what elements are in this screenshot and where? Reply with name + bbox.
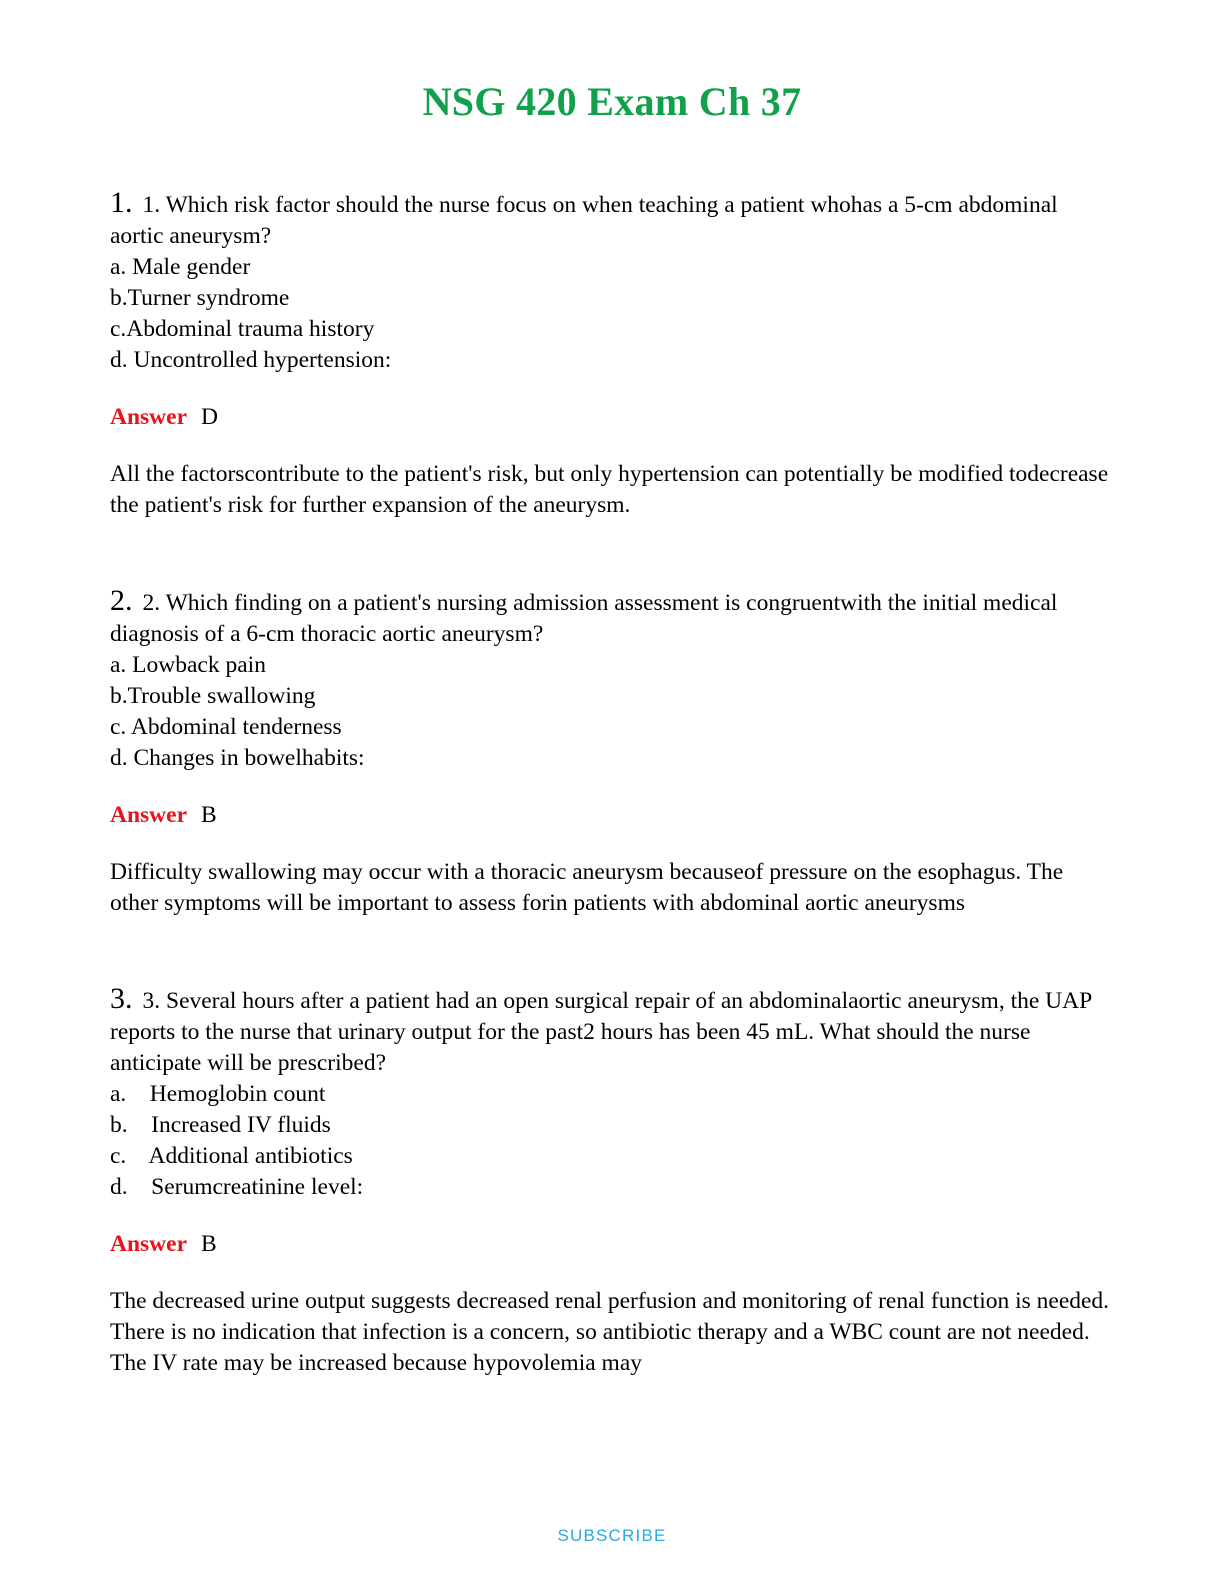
- page-title: NSG 420 Exam Ch 37: [422, 79, 802, 124]
- answer-row: [110, 1229, 1114, 1260]
- list-item: d. Uncontrolled hypertension:: [110, 347, 392, 373]
- list-item: c. Additional antibiotics: [110, 1143, 353, 1169]
- answer-label: Answer: [110, 1231, 188, 1257]
- question-line: [110, 983, 1114, 1079]
- answer-value: B: [201, 1231, 217, 1257]
- question-number: 3.: [110, 982, 133, 1015]
- question-line: [110, 585, 1114, 650]
- subscribe-link[interactable]: SUBSCRIBE: [557, 1526, 667, 1545]
- question-number: 2.: [110, 584, 133, 617]
- list-item: a. Male gender: [110, 254, 251, 280]
- list-item: b.Trouble swallowing: [110, 683, 316, 709]
- choice-list: [110, 650, 1114, 774]
- list-item: b. Increased IV fluids: [110, 1112, 331, 1138]
- section-gap: [110, 539, 1114, 585]
- question-block: [110, 187, 1114, 521]
- list-item: b.Turner syndrome: [110, 285, 290, 311]
- rationale-text: The decreased urine output suggests decreased renal perfusion and monitoring of renal function is needed. There is no indication that infection is a concern, so antibiotic therapy and a WBC count are not needed. The IV rate may be increased because hypovolemia may: [110, 1288, 1110, 1376]
- rationale-text: All the factorscontribute to the patient's risk, but only hypertension can potentially be modified todecrease the patient's risk for further expansion of the aneurysm.: [110, 461, 1109, 518]
- choice-list: [110, 252, 1114, 376]
- answer-label: Answer: [110, 404, 188, 430]
- list-item: d. Serumcreatinine level:: [110, 1174, 364, 1200]
- list-item: c.Abdominal trauma history: [110, 316, 375, 342]
- section-gap: [110, 937, 1114, 983]
- list-item: c. Abdominal tenderness: [110, 714, 342, 740]
- question-block: [110, 983, 1114, 1379]
- answer-row: [110, 402, 1114, 433]
- list-item: d. Changes in bowelhabits:: [110, 745, 365, 771]
- choice-list: [110, 1079, 1114, 1203]
- list-item: a. Lowback pain: [110, 652, 266, 678]
- question-line: [110, 187, 1114, 252]
- question-stem: 2. Which finding on a patient's nursing admission assessment is congruentwith the initial medical diagnosis of a 6-cm thoracic aortic aneurysm?: [110, 590, 1058, 647]
- question-number: 1.: [110, 186, 133, 219]
- answer-value: B: [201, 802, 217, 828]
- answer-value: D: [201, 404, 219, 430]
- page-footer: [0, 1526, 1224, 1546]
- question-block: [110, 585, 1114, 919]
- answer-row: [110, 800, 1114, 831]
- question-stem: 1. Which risk factor should the nurse focus on when teaching a patient whohas a 5-cm abdominal aortic aneurysm?: [110, 192, 1058, 249]
- list-item: a. Hemoglobin count: [110, 1081, 326, 1107]
- question-stem: 3. Several hours after a patient had an open surgical repair of an abdominalaortic aneurysm, the UAP reports to the nurse that urinary output for the past2 hours has been 45 mL. What should the nurse anticipate will be prescribed?: [110, 988, 1092, 1076]
- rationale-text: Difficulty swallowing may occur with a thoracic aneurysm becauseof pressure on the esophagus. The other symptoms will be important to assess forin patients with abdominal aortic aneurysms: [110, 859, 1064, 916]
- answer-label: Answer: [110, 802, 188, 828]
- document-body: [110, 187, 1114, 1379]
